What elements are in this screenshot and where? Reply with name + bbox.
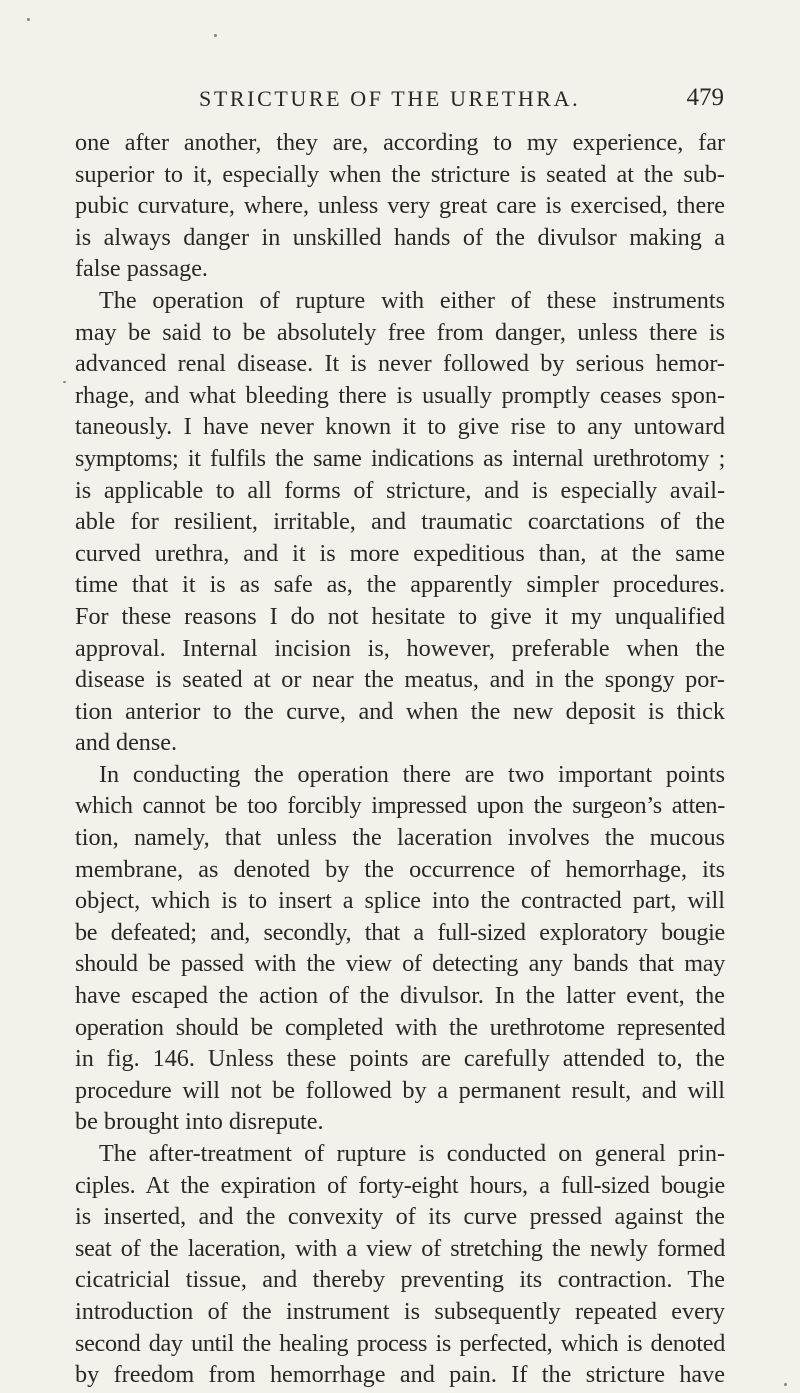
text-line: be brought into disrepute. (75, 1108, 324, 1136)
text-line: able for resilient, irritable, and traumatic coarctations of the (75, 508, 725, 536)
text-line: procedure will not be followed by a permanent result, and will (75, 1076, 725, 1104)
text-line: seat of the laceration, with a view of stretching the newly formed (75, 1234, 725, 1262)
text-line: In conducting the operation there are two important points (99, 760, 725, 788)
text-line: which cannot be too forcibly impressed upon the surgeon’s atten- (75, 792, 725, 820)
text-line: curved urethra, and it is more expeditious than, at the same (75, 539, 725, 567)
text-line: symptoms; it fulfils the same indications as internal urethrotomy ; (75, 444, 725, 472)
text-line: is applicable to all forms of stricture, and is especially avail- (75, 476, 725, 504)
text-line: introduction of the instrument is subsequently repeated every (75, 1297, 725, 1325)
text-line: The operation of rupture with either of these instruments (99, 286, 725, 314)
text-line: may be said to be absolutely free from danger, unless there is (75, 318, 725, 346)
text-line: second day until the healing process is perfected, which is denoted (75, 1329, 725, 1357)
ink-speck (27, 18, 30, 21)
text-line: pubic curvature, where, unless very great care is exercised, there (75, 192, 725, 220)
text-line: The after-treatment of rupture is conducted on general prin- (99, 1140, 725, 1167)
text-line: tion anterior to the curve, and when the new deposit is thick (75, 697, 725, 725)
page-number: 479 (686, 84, 724, 111)
text-line: time that it is as safe as, the apparently simpler procedures. (75, 571, 725, 599)
text-line: by freedom from hemorrhage and pain. If the stricture have (75, 1361, 725, 1389)
text-line: advanced renal disease. It is never followed by serious hemor- (75, 350, 725, 378)
text-line: object, which is to insert a splice into the contracted part, will (75, 887, 725, 915)
body-text (75, 127, 725, 1391)
text-line: For these reasons I do not hesitate to give it my unqualified (75, 602, 725, 630)
text-line: approval. Internal incision is, however, preferable when the (75, 634, 725, 662)
text-line: operation should be completed with the urethrotome represented (75, 1013, 725, 1041)
text-line: should be passed with the view of detecting any bands that may (75, 950, 725, 978)
running-head: STRICTURE OF THE URETHRA. (199, 86, 581, 111)
text-line: in fig. 146. Unless these points are carefully attended to, the (75, 1045, 725, 1073)
text-line: membrane, as denoted by the occurrence of hemorrhage, its (75, 855, 725, 883)
text-line: be defeated; and, secondly, that a full-sized exploratory bougie (75, 918, 725, 946)
text-line: cicatricial tissue, and thereby preventing its contraction. The (75, 1266, 725, 1294)
page-header (199, 76, 724, 116)
text-line: ciples. At the expiration of forty-eight hours, a full-sized bougie (75, 1171, 725, 1199)
text-line: is inserted, and the convexity of its curve pressed against the (75, 1203, 725, 1231)
text-line: and dense. (75, 729, 178, 757)
ink-speck (63, 381, 66, 383)
text-line: tion, namely, that unless the laceration involves the mucous (75, 824, 725, 852)
text-line: superior to it, especially when the stricture is seated at the sub- (75, 160, 725, 188)
ink-speck (784, 1383, 787, 1386)
text-line: one after another, they are, according to my experience, far (75, 129, 725, 156)
text-line: have escaped the action of the divulsor. In the latter event, the (75, 982, 725, 1010)
text-line: is always danger in unskilled hands of the divulsor making a (75, 223, 725, 251)
ink-speck (214, 34, 217, 37)
text-line: taneously. I have never known it to give rise to any untoward (75, 413, 725, 441)
text-line: disease is seated at or near the meatus, and in the spongy por- (75, 666, 725, 694)
text-line: false passage. (75, 255, 208, 283)
text-line: rhage, and what bleeding there is usually promptly ceases spon- (75, 381, 725, 409)
